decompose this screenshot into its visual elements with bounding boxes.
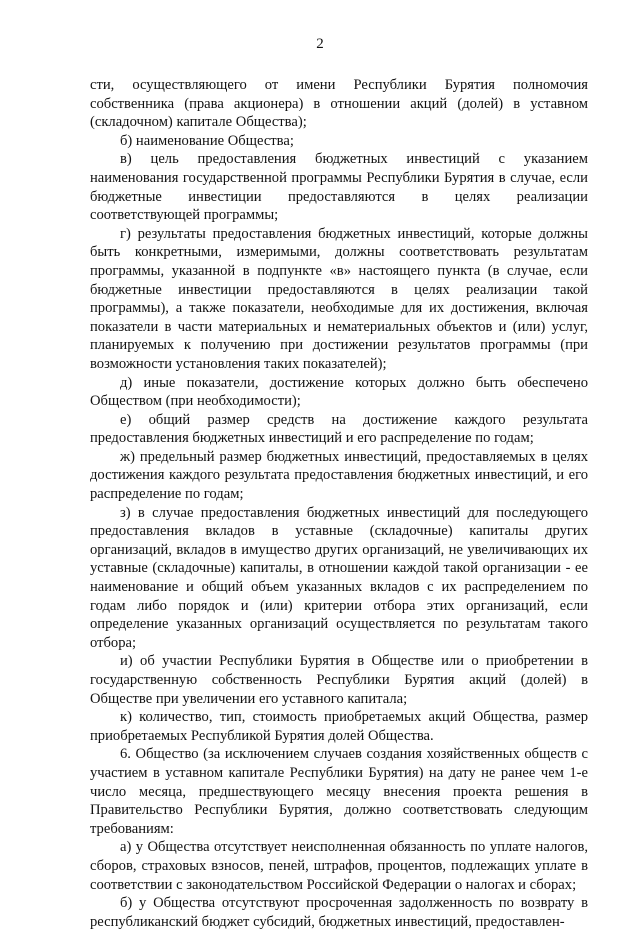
paragraph: е) общий размер средств на достижение каждого результата предоставления бюджетных инвестиций и его распределение по годам; (90, 411, 588, 447)
paragraph: 6. Общество (за исключением случаев создания хозяйственных обществ с участием в уставном капитале Республики Бурятия) на дату не ранее чем 1-е число месяца, предшествующего месяцу внесения проекта решения в Правительство Республики Бурятия, должно соответствовать следующим требованиям: (90, 746, 588, 837)
paragraph: б) наименование Общества; (120, 132, 294, 149)
paragraph: и) об участии Республики Бурятия в Обществе или о приобретении в государственную собственность Республики Бурятия акций (долей) в Обществе при увеличении его уставного капитала; (90, 653, 588, 707)
paragraph: з) в случае предоставления бюджетных инвестиций для последующего предоставления вкладов в уставные (складочные) капиталы других организаций, вкладов в имущество других организаций, не увеличивающих их уставные (складочные) капиталы, в отношении каждой такой организации - ее наименование и общий объем указанных вкладов с их распределением по годам либо порядок и (или) критерии отбора этих организаций, если определение указанных организаций осуществляется по результатам такого отбора; (90, 504, 588, 651)
paragraph: г) результаты предоставления бюджетных инвестиций, которые должны быть конкретными, измеримыми, должны соответствовать результатам программы, указанной в подпункте «в» настоящего пункта (в случае, если бюджетные инвестиции предоставляются в целях реализации такой программы), а также показатели, необходимые для их достижения, включая показатели в части материальных и нематериальных объектов и (или) услуг, планируемых к получению при достижении результатов программы (при возможности установления таких показателей); (90, 225, 588, 372)
paragraph: к) количество, тип, стоимость приобретаемых акций Общества, размер приобретаемых Республикой Бурятия долей Общества. (90, 709, 588, 744)
paragraph: а) у Общества отсутствует неисполненная обязанность по уплате налогов, сборов, страховых взносов, пеней, штрафов, процентов, подлежащих уплате в соответствии с законодательством Российской Федерации о налогах и сборах; (90, 839, 588, 893)
page-number: 2 (316, 36, 324, 52)
paragraph: сти, осуществляющего от имени Республики Бурятия полномочия собственника (права акционера) в отношении акций (долей) в уставном (складочном) капитале Общества); (90, 77, 588, 131)
document-body (90, 76, 588, 931)
paragraph: ж) предельный размер бюджетных инвестиций, предоставляемых в целях достижения каждого результата предоставления бюджетных инвестиций, и его распределение по годам; (90, 448, 588, 503)
paragraph: д) иные показатели, достижение которых должно быть обеспечено Обществом (при необходимости); (90, 374, 588, 410)
paragraph: в) цель предоставления бюджетных инвестиций с указанием наименования государственной программы Республики Бурятия в случае, если бюджетные инвестиции предоставляются в целях реализации соответствующей программы; (90, 151, 588, 224)
paragraph: б) у Общества отсутствуют просроченная задолженность по возврату в республиканский бюджет субсидий, бюджетных инвестиций, предоставлен- (90, 895, 588, 930)
